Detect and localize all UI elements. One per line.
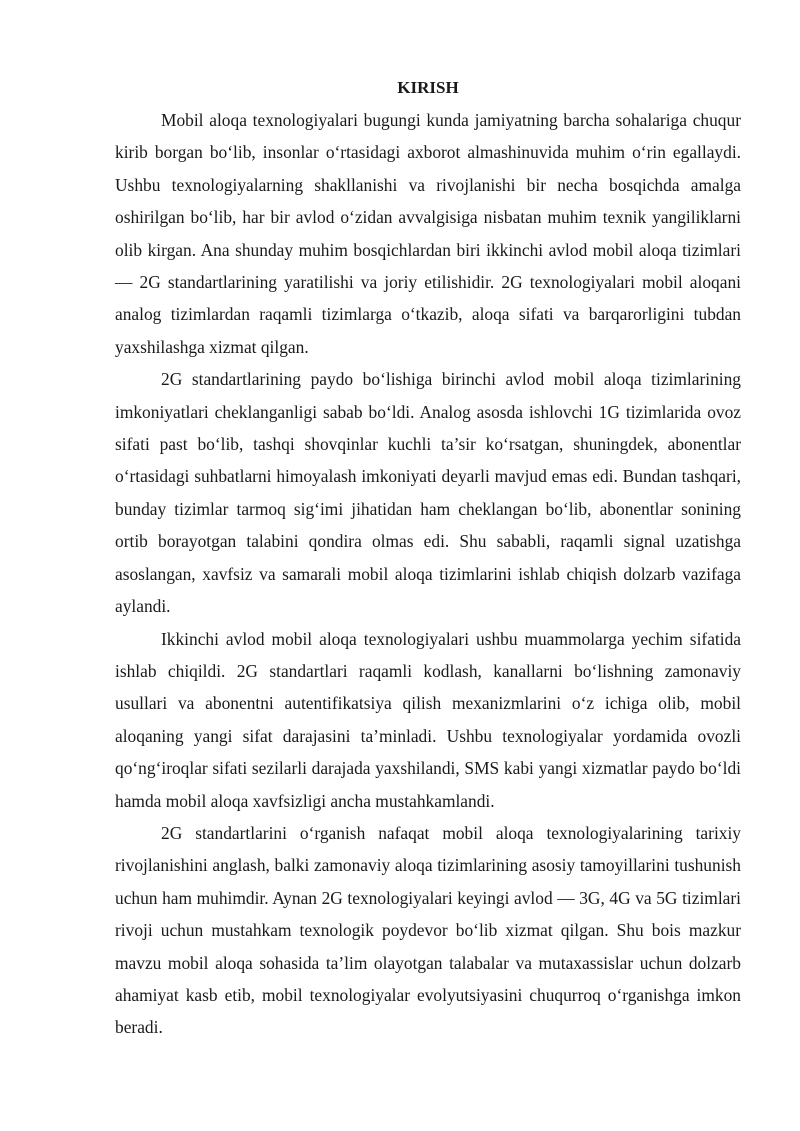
page-title: KIRISH <box>397 78 459 97</box>
paragraph-3: Ikkinchi avlod mobil aloqa texnologiyalari ushbu muammolarga yechim sifatida ishlab chiqildi. 2G standartlari raqamli kodlash, kanallarni bo‘lishning zamonaviy usullari va abonentni autentifikatsiya qilish mexanizmlarini o‘z ichiga olib, mobil aloqaning yangi sifat darajasini ta’minladi. Ushbu texnologiyalar yordamida ovozli qo‘ng‘iroqlar sifati sezilarli darajada yaxshilandi, SMS kabi yangi xizmatlar paydo bo‘ldi hamda mobil aloqa xavfsizligi ancha mustahkamlandi. <box>115 628 741 811</box>
paragraph-4: 2G standartlarini o‘rganish nafaqat mobil aloqa texnologiyalarining tarixiy rivojlanishini anglash, balki zamonaviy aloqa tizimlarining asosiy tamoyillarini tushunish uchun ham muhimdir. Aynan 2G texnologiyalari keyingi avlod — 3G, 4G va 5G tizimlari rivoji uchun mustahkam texnologik poydevor bo‘lib xizmat qilgan. Shu bois mazkur mavzu mobil aloqa sohasida ta’lim olayotgan talabalar va mutaxassislar uchun dolzarb ahamiyat kasb etib, mobil texnologiyalar evolyutsiyasini chuqurroq o‘rganishga imkon beradi. <box>115 822 741 1038</box>
document-page <box>115 72 741 1044</box>
paragraph-2: 2G standartlarining paydo bo‘lishiga birinchi avlod mobil aloqa tizimlarining imkoniyatlari cheklanganligi sabab bo‘ldi. Analog asosda ishlovchi 1G tizimlarida ovoz sifati past bo‘lib, tashqi shovqinlar kuchli ta’sir ko‘rsatgan, shuningdek, abonentlar o‘rtasidagi suhbatlarni himoyalash imkoniyati deyarli mavjud emas edi. Bundan tashqari, bunday tizimlar tarmoq sig‘imi jihatidan ham cheklangan bo‘lib, abonentlar sonining ortib borayotgan talabini qondira olmas edi. Shu sababli, raqamli signal uzatishga asoslangan, xavfsiz va samarali mobil aloqa tizimlarini ishlab chiqish dolzarb vazifaga aylandi. <box>115 369 741 617</box>
paragraph-1: Mobil aloqa texnologiyalari bugungi kunda jamiyatning barcha sohalariga chuqur kirib borgan bo‘lib, insonlar o‘rtasidagi axborot almashinuvida muhim o‘rin egallaydi. Ushbu texnologiyalarning shakllanishi va rivojlanishi bir necha bosqichda amalga oshirilgan bo‘lib, har bir avlod o‘zidan avvalgisiga nisbatan muhim texnik yangiliklarni olib kirgan. Ana shunday muhim bosqichlardan biri ikkinchi avlod mobil aloqa tizimlari — 2G standartlarining yaratilishi va joriy etilishidir. 2G texnologiyalari mobil aloqani analog tizimlardan raqamli tizimlarga o‘tkazib, aloqa sifati va barqarorligini tubdan yaxshilashga xizmat qilgan. <box>115 110 741 357</box>
